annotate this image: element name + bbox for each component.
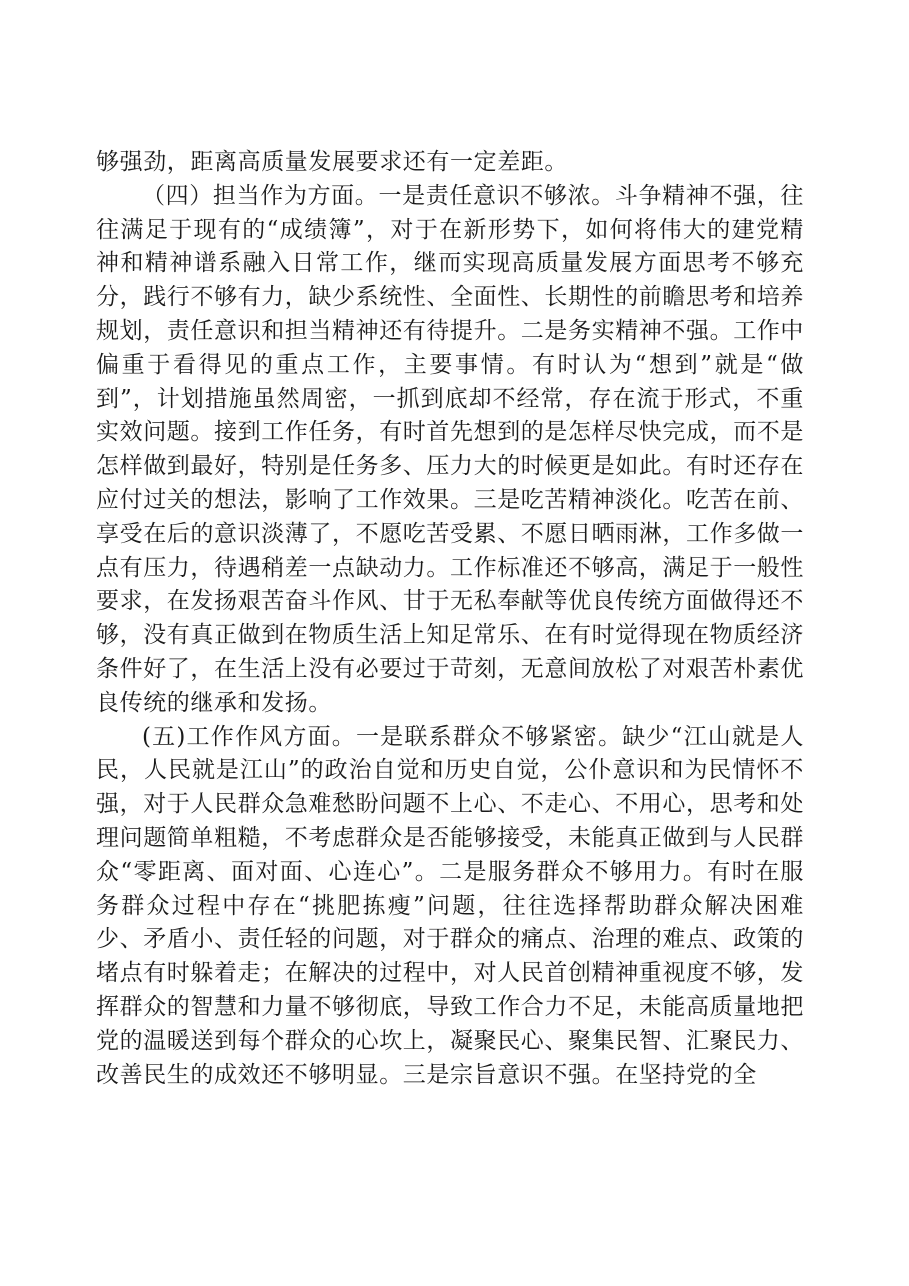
paragraph-section-four: （四）担当作为方面。一是责任意识不够浓。斗争精神不强，往往满足于现有的“成绩簿”，对于在新形势下，如何将伟大的建党精神和精神谱系融入日常工作，继而实现高质量发展方面思考不够充分，践行不够有力，缺少系统性、全面性、长期性的前瞻思考和培养规划，责任意识和担当精神还有待提升。二是务实精神不强。工作中偏重于看得见的重点工作，主要事情。有时认为“想到”就是“做到”，计划措施虽然周密，一抓到底却不经常，存在流于形式，不重实效问题。接到工作任务，有时首先想到的是怎样尽快完成，而不是怎样做到最好，特别是任务多、压力大的时候更是如此。有时还存在应付过关的想法，影响了工作效果。三是吃苦精神淡化。吃苦在前、享受在后的意识淡薄了，不愿吃苦受累、不愿日晒雨淋，工作多做一点有压力，待遇稍差一点缺动力。工作标准还不够高，满足于一般性要求，在发扬艰苦奋斗作风、甘于无私奉献等优良传统方面做得还不够，没有真正做到在物质生活上知足常乐、在有时觉得现在物质经济条件好了，在生活上没有必要过于苛刻，无意间放松了对艰苦朴素优良传统的继承和发扬。 (96, 182, 804, 716)
document-body (96, 146, 804, 1092)
paragraph-continuation: 够强劲，距离高质量发展要求还有一定差距。 (96, 149, 568, 175)
paragraph-section-five: (五)工作作风方面。一是联系群众不够紧密。缺少“江山就是人民，人民就是江山”的政治自觉和历史自觉，公仆意识和为民情怀不强，对于人民群众急难愁盼问题不上心、不走心、不用心，思考和处理问题简单粗糙，不考虑群众是否能够接受，未能真正做到与人民群众“零距离、面对面、心连心”。二是服务群众不够用力。有时在服务群众过程中存在“挑肥拣瘦”问题，往往选择帮助群众解决困难少、矛盾小、责任轻的问题，对于群众的痛点、治理的难点、政策的堵点有时躲着走；在解决的过程中，对人民首创精神重视度不够，发挥群众的智慧和力量不够彻底，导致工作合力不足，未能高质量地把党的温暖送到每个群众的心坎上，凝聚民心、聚集民智、汇聚民力、改善民生的成效还不够明显。三是宗旨意识不强。在坚持党的全 (96, 723, 804, 1088)
